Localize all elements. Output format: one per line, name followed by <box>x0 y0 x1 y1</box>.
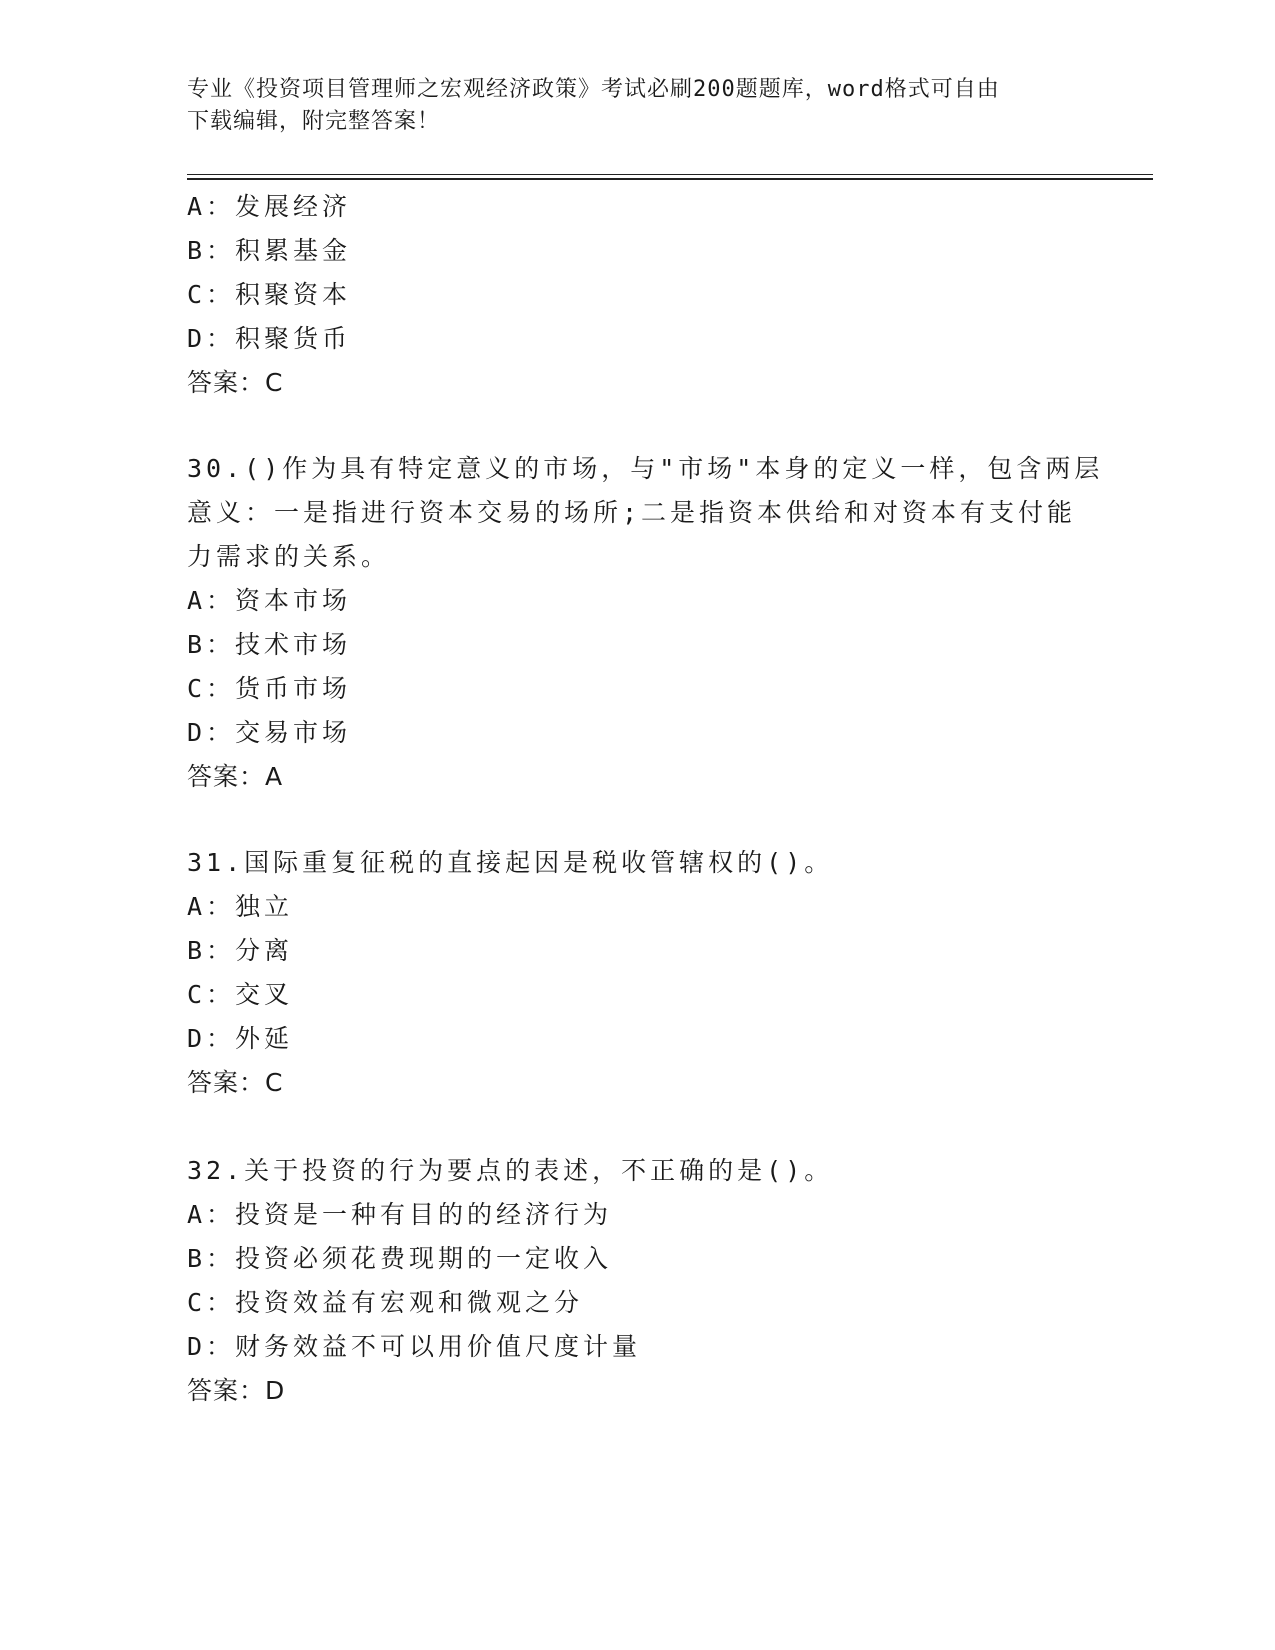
option-b: B：分离 <box>187 936 294 965</box>
option-b: B：投资必须花费现期的一定收入 <box>187 1244 613 1273</box>
answer-line: 答案：D <box>187 1376 286 1405</box>
header-title <box>187 74 1067 138</box>
option-b: B：技术市场 <box>187 630 352 659</box>
header-divider-thick <box>187 178 1153 180</box>
option-c: C：货币市场 <box>187 674 352 703</box>
option-c: C：投资效益有宏观和微观之分 <box>187 1288 584 1317</box>
answer-line: 答案：A <box>187 762 284 791</box>
option-b: B：积累基金 <box>187 236 352 265</box>
option-c: C：积聚资本 <box>187 280 352 309</box>
question-stem-line-3: 力需求的关系。 <box>187 542 391 571</box>
option-a: A：发展经济 <box>187 192 352 221</box>
option-d: D：交易市场 <box>187 718 352 747</box>
question-stem-line-1: 30.()作为具有特定意义的市场，与"市场"本身的定义一样，包含两层 <box>187 454 1104 483</box>
option-d: D：财务效益不可以用价值尺度计量 <box>187 1332 642 1361</box>
answer-line: 答案：C <box>187 368 284 397</box>
option-a: A：资本市场 <box>187 586 352 615</box>
header-divider-thin <box>187 174 1153 175</box>
option-a: A：独立 <box>187 892 294 921</box>
question-stem-line-2: 意义：一是指进行资本交易的场所;二是指资本供给和对资本有支付能 <box>187 498 1077 527</box>
option-d: D：外延 <box>187 1024 294 1053</box>
option-a: A：投资是一种有目的的经济行为 <box>187 1200 613 1229</box>
header-line-2: 下载编辑，附完整答案！ <box>187 109 441 134</box>
answer-line: 答案：C <box>187 1068 284 1097</box>
header-line-1: 专业《投资项目管理师之宏观经济政策》考试必刷200题题库，word格式可自由 <box>187 77 1000 102</box>
option-c: C：交叉 <box>187 980 294 1009</box>
question-stem-line-1: 32.关于投资的行为要点的表述，不正确的是()。 <box>187 1156 834 1185</box>
option-d: D：积聚货币 <box>187 324 352 353</box>
question-stem-line-1: 31.国际重复征税的直接起因是税收管辖权的()。 <box>187 848 834 877</box>
